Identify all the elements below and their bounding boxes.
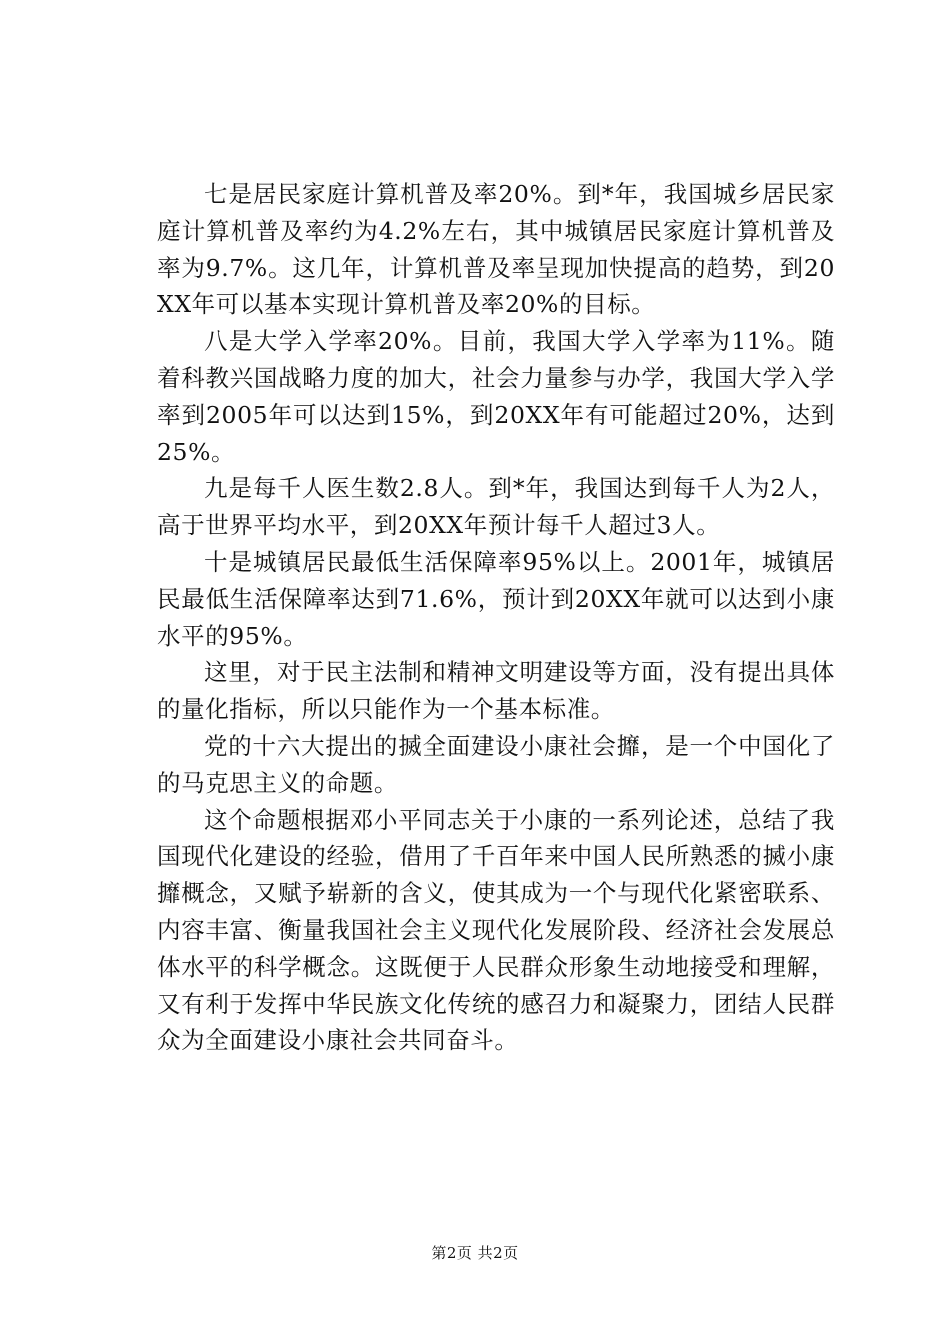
paragraph: 九是每千人医生数2.8人。到*年，我国达到每千人为2人，高于世界平均水平，到20XX年预计每千人超过3人。 <box>157 474 835 540</box>
paragraph: 八是大学入学率20%。目前，我国大学入学率为11%。随着科教兴国战略力度的加大，社会力量参与办学，我国大学入学率到2005年可以达到15%，到20XX年有可能超过20%，达到25%。 <box>157 327 835 466</box>
paragraph: 十是城镇居民最低生活保障率95%以上。2001年，城镇居民最低生活保障率达到71.6%，预计到20XX年就可以达到小康水平的95%。 <box>157 547 835 650</box>
paragraph: 七是居民家庭计算机普及率20%。到*年，我国城乡居民家庭计算机普及率约为4.2%左右，其中城镇居民家庭计算机普及率为9.7%。这几年，计算机普及率呈现加快提高的趋势，到20XX年可以基本实现计算机普及率20%的目标。 <box>157 180 835 319</box>
paragraph: 党的十六大提出的搣全面建设小康社会攠，是一个中国化了的马克思主义的命题。 <box>157 731 835 797</box>
page-number-indicator: 第2页 共2页 <box>431 1244 519 1262</box>
document-body <box>157 176 835 1059</box>
page-footer <box>0 1243 950 1263</box>
paragraph: 这个命题根据邓小平同志关于小康的一系列论述，总结了我国现代化建设的经验，借用了千百年来中国人民所熟悉的搣小康攠概念，又赋予崭新的含义，使其成为一个与现代化紧密联系、内容丰富、衡量我国社会主义现代化发展阶段、经济社会发展总体水平的科学概念。这既便于人民群众形象生动地接受和理解，又有利于发挥中华民族文化传统的感召力和凝聚力，团结人民群众为全面建设小康社会共同奋斗。 <box>157 805 835 1055</box>
paragraph: 这里，对于民主法制和精神文明建设等方面，没有提出具体的量化指标，所以只能作为一个基本标准。 <box>157 658 835 724</box>
